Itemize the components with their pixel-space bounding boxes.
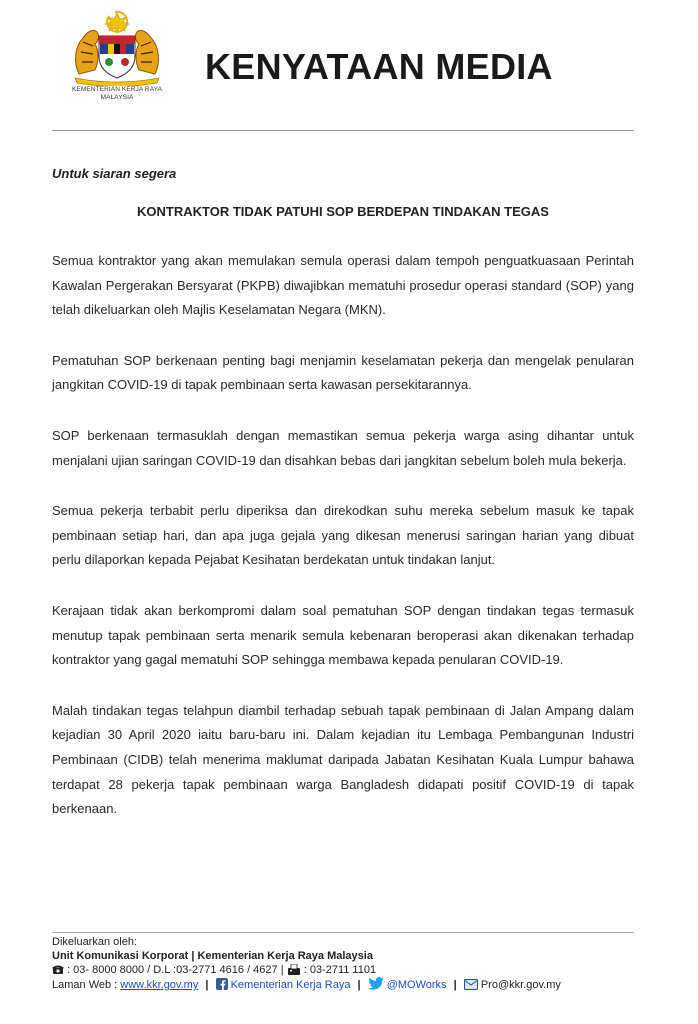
email-address[interactable]: Pro@kkr.gov.my [480, 979, 561, 991]
paragraph: Malah tindakan tegas telahpun diambil terhadap sebuah tapak pembinaan di Jalan Ampang dalam kejadian 30 April 2020 iaitu baru-baru ini. Dalam kejadian itu Lembaga Pembangunan Industri Pembinaan (CIDB) telah menerima maklumat daripada Jabatan Kesihatan Kuala Lumpur bahawa terdapat 28 pekerja tapak pembinaan warga Bangladesh didapati positif COVID-19 di tapak berkenaan. [52, 702, 634, 817]
separator: | [453, 979, 457, 991]
document-type-title: KENYATAAN MEDIA [205, 46, 553, 87]
twitter-icon[interactable] [368, 977, 384, 994]
paragraph: Kerajaan tidak akan berkompromi dalam soal pematuhan SOP dengan tindakan tegas termasuk menutup tapak pembinaan serta menarik semula kebenaran beroperasi akan dikenakan terhadap kontraktor yang gagal mematuhi SOP sehingga membawa kepada penularan COVID-19. [52, 602, 634, 668]
facebook-icon[interactable] [216, 978, 228, 994]
phone-numbers: : 03- 8000 8000 / D.L :03-2771 4616 / 4627 | [67, 964, 284, 976]
contact-footer [52, 935, 642, 991]
issuer-name: Unit Komunikasi Korporat | Kementerian Kerja Raya Malaysia [52, 950, 373, 962]
online-contacts [52, 977, 642, 991]
paragraph: SOP berkenaan termasuklah dengan memastikan semua pekerja warga asing dihantar untuk menjalani ujian saringan COVID-19 dan disahkan bebas dari jangkitan sebelum boleh mula bekerja. [52, 427, 634, 468]
website-label: Laman Web : [52, 979, 118, 991]
header-divider [52, 130, 634, 131]
release-label: Untuk siaran segera [52, 166, 177, 181]
ministry-crest [52, 10, 182, 102]
twitter-handle-link[interactable]: @MOWorks [386, 979, 447, 991]
press-body [52, 249, 634, 822]
ministry-name-line1: KEMENTERIAN KERJA RAYA [71, 86, 163, 93]
separator: | [205, 979, 209, 991]
paragraph: Pematuhan SOP berkenaan penting bagi menjamin keselamatan pekerja dan mengelak penularan jangkitan COVID-19 di tapak pembinaan serta kawasan persekitarannya. [52, 352, 634, 393]
fax-number: : 03-2711 1101 [303, 964, 377, 976]
press-headline: KONTRAKTOR TIDAK PATUHI SOP BERDEPAN TINDAKAN TEGAS [137, 204, 549, 219]
paragraph: Semua pekerja terbabit perlu diperiksa dan direkodkan suhu mereka sebelum masuk ke tapak pembinaan setiap hari, dan apa juga gejala yang dikesan menerusi saringan harian yang dibuat perlu dilaporkan kepada Pejabat Kesihatan berdekatan untuk tindakan lanjut. [52, 503, 634, 568]
website-link[interactable]: www.kkr.gov.my [120, 979, 199, 991]
coat-of-arms-icon [65, 10, 169, 86]
footer-divider [52, 932, 634, 933]
ministry-name-line2: MALAYSIA [100, 94, 134, 101]
paragraph: Semua kontraktor yang akan memulakan semula operasi dalam tempoh penguatkuasaan Perintah Kawalan Pergerakan Bersyarat (PKPB) diwajibkan mematuhi prosedur operasi standard (SOP) yang telah dikeluarkan oleh Majlis Keselamatan Negara (MKN). [52, 253, 634, 318]
email-icon[interactable] [464, 979, 478, 994]
facebook-page-link[interactable]: Kementerian Kerja Raya [230, 979, 351, 991]
separator: | [357, 979, 361, 991]
contact-numbers [52, 963, 642, 977]
issued-by-label: Dikeluarkan oleh: [52, 936, 137, 948]
